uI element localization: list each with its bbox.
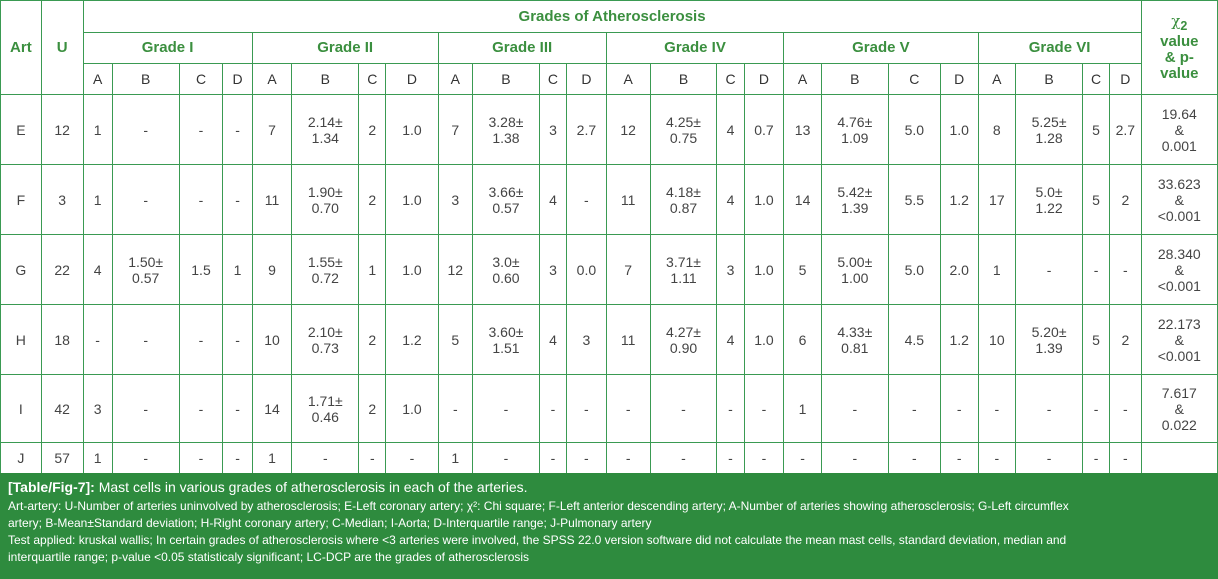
- data-cell: -: [650, 443, 717, 474]
- artery-cell: G: [1, 235, 42, 305]
- data-cell: -: [223, 95, 252, 165]
- data-cell: -: [223, 305, 252, 375]
- subcol-header: C: [888, 64, 940, 95]
- data-cell: -: [112, 443, 179, 474]
- data-cell: 1.0: [744, 165, 784, 235]
- data-cell: 7: [438, 95, 472, 165]
- data-cell: -: [223, 375, 252, 443]
- grade-header: Grade III: [438, 33, 606, 64]
- data-cell: 1: [438, 443, 472, 474]
- subcol-header: B: [112, 64, 179, 95]
- subcol-header: B: [1016, 64, 1083, 95]
- data-cell: 1: [83, 443, 112, 474]
- data-cell: -: [888, 443, 940, 474]
- data-cell: 1.55± 0.72: [292, 235, 359, 305]
- data-cell: -: [223, 165, 252, 235]
- uninvolved-cell: 3: [41, 165, 83, 235]
- table-row: [1, 95, 1218, 165]
- data-cell: 1: [252, 443, 292, 474]
- data-cell: -: [473, 443, 540, 474]
- subcol-header: A: [252, 64, 292, 95]
- grade-header: Grade VI: [978, 33, 1141, 64]
- data-cell: 1.0: [386, 375, 438, 443]
- subcol-header: A: [438, 64, 472, 95]
- data-cell: 2: [1110, 305, 1141, 375]
- data-cell: 5.0: [888, 235, 940, 305]
- data-cell: -: [717, 375, 744, 443]
- data-cell: 4.27± 0.90: [650, 305, 717, 375]
- uninvolved-cell: 22: [41, 235, 83, 305]
- data-cell: 10: [252, 305, 292, 375]
- data-cell: -: [888, 375, 940, 443]
- data-cell: 4: [539, 305, 566, 375]
- uninvolved-cell: 57: [41, 443, 83, 474]
- data-cell: 5.42± 1.39: [821, 165, 888, 235]
- col-header-u: U: [41, 1, 83, 95]
- data-cell: -: [112, 375, 179, 443]
- subcol-header: C: [179, 64, 223, 95]
- artery-cell: F: [1, 165, 42, 235]
- data-cell: 5: [784, 235, 822, 305]
- data-cell: -: [940, 375, 978, 443]
- data-cell: 4.18± 0.87: [650, 165, 717, 235]
- data-cell: -: [112, 305, 179, 375]
- data-cell: 3: [567, 305, 607, 375]
- artery-cell: I: [1, 375, 42, 443]
- data-cell: -: [438, 375, 472, 443]
- subcol-header: A: [606, 64, 650, 95]
- data-cell: 2: [359, 305, 386, 375]
- table-row: [1, 165, 1218, 235]
- grade-header: Grade I: [83, 33, 252, 64]
- data-cell: 5: [1082, 165, 1109, 235]
- caption-abbreviations-cont: artery; B-Mean±Standard deviation; H-Right coronary artery; C-Median; I-Aorta; D-Interquartile range; J-Pulmonary artery: [8, 516, 652, 530]
- data-cell: 11: [606, 305, 650, 375]
- data-cell: 2.0: [940, 235, 978, 305]
- data-cell: 14: [784, 165, 822, 235]
- data-cell: -: [179, 95, 223, 165]
- data-cell: 3.60± 1.51: [473, 305, 540, 375]
- data-cell: 3.0± 0.60: [473, 235, 540, 305]
- data-cell: 4.25± 0.75: [650, 95, 717, 165]
- data-cell: -: [821, 443, 888, 474]
- subcol-header: D: [386, 64, 438, 95]
- data-cell: -: [1082, 443, 1109, 474]
- table-row: [1, 235, 1218, 305]
- data-cell: 3: [539, 95, 566, 165]
- chi-cell: 28.340 & <0.001: [1141, 235, 1217, 305]
- subcol-header: D: [223, 64, 252, 95]
- col-header-art: Art: [1, 1, 42, 95]
- data-cell: 9: [252, 235, 292, 305]
- data-cell: -: [1082, 375, 1109, 443]
- caption-test: Test applied: kruskal wallis; In certain grades of atherosclerosis where <3 arteries were involved, the SPSS 22.0 version software did not calculate the mean mast cells, standard deviation, median and: [8, 533, 1067, 547]
- data-cell: 1.0: [386, 165, 438, 235]
- data-cell: -: [717, 443, 744, 474]
- data-cell: 2.7: [567, 95, 607, 165]
- table-row: [1, 375, 1218, 443]
- artery-cell: J: [1, 443, 42, 474]
- data-cell: -: [386, 443, 438, 474]
- data-cell: 1: [223, 235, 252, 305]
- data-cell: 1.0: [386, 235, 438, 305]
- data-cell: 4: [539, 165, 566, 235]
- subcol-header: B: [473, 64, 540, 95]
- data-cell: -: [539, 375, 566, 443]
- data-cell: 1.71± 0.46: [292, 375, 359, 443]
- chi-cell: 33.623 & <0.001: [1141, 165, 1217, 235]
- data-cell: 4: [717, 305, 744, 375]
- data-cell: 2: [359, 375, 386, 443]
- data-cell: 10: [978, 305, 1016, 375]
- data-cell: 4: [83, 235, 112, 305]
- col-header-grades: Grades of Atherosclerosis: [83, 1, 1141, 33]
- data-cell: -: [179, 305, 223, 375]
- subcol-header: D: [744, 64, 784, 95]
- chi-cell: 19.64 & 0.001: [1141, 95, 1217, 165]
- data-cell: -: [606, 443, 650, 474]
- data-cell: 5.25± 1.28: [1016, 95, 1083, 165]
- data-cell: -: [1082, 235, 1109, 305]
- data-cell: -: [978, 443, 1016, 474]
- data-cell: 17: [978, 165, 1016, 235]
- data-cell: 3.28± 1.38: [473, 95, 540, 165]
- grade-header: Grade V: [784, 33, 978, 64]
- data-cell: 1.2: [386, 305, 438, 375]
- data-cell: 2: [359, 95, 386, 165]
- data-cell: 1.2: [940, 305, 978, 375]
- subcol-header: D: [567, 64, 607, 95]
- data-cell: 7: [606, 235, 650, 305]
- data-cell: 2.7: [1110, 95, 1141, 165]
- chi-cell: [1141, 443, 1217, 474]
- subcol-header: B: [292, 64, 359, 95]
- data-cell: -: [179, 443, 223, 474]
- data-cell: 12: [438, 235, 472, 305]
- data-cell: 3: [438, 165, 472, 235]
- data-cell: 4: [717, 165, 744, 235]
- data-cell: 3: [83, 375, 112, 443]
- data-cell: -: [1110, 235, 1141, 305]
- data-cell: -: [784, 443, 822, 474]
- chi-cell: 22.173 & <0.001: [1141, 305, 1217, 375]
- subcol-header: A: [978, 64, 1016, 95]
- data-cell: 1.0: [744, 235, 784, 305]
- grade-header: Grade II: [252, 33, 438, 64]
- subcol-header: B: [650, 64, 717, 95]
- data-cell: 3: [539, 235, 566, 305]
- data-cell: 4: [717, 95, 744, 165]
- data-cell: -: [567, 165, 607, 235]
- data-cell: 1.0: [940, 95, 978, 165]
- data-cell: 5: [1082, 95, 1109, 165]
- data-cell: 1.90± 0.70: [292, 165, 359, 235]
- data-cell: 2.10± 0.73: [292, 305, 359, 375]
- data-cell: 8: [978, 95, 1016, 165]
- subcol-header: D: [1110, 64, 1141, 95]
- chi-cell: 7.617 & 0.022: [1141, 375, 1217, 443]
- data-cell: 5.0: [888, 95, 940, 165]
- table-row: [1, 305, 1218, 375]
- data-cell: -: [606, 375, 650, 443]
- data-cell: 11: [606, 165, 650, 235]
- data-cell: 4.76± 1.09: [821, 95, 888, 165]
- data-cell: 1: [359, 235, 386, 305]
- subcol-header: C: [359, 64, 386, 95]
- data-cell: 1.5: [179, 235, 223, 305]
- data-cell: -: [539, 443, 566, 474]
- caption-test-cont: interquartile range; p-value <0.05 statisticaly significant; LC-DCP are the grades of atherosclerosis: [8, 550, 530, 564]
- data-cell: 11: [252, 165, 292, 235]
- data-cell: 5.20± 1.39: [1016, 305, 1083, 375]
- data-cell: 1.0: [386, 95, 438, 165]
- artery-cell: E: [1, 95, 42, 165]
- data-cell: 0.7: [744, 95, 784, 165]
- uninvolved-cell: 12: [41, 95, 83, 165]
- data-cell: -: [1016, 235, 1083, 305]
- data-cell: 14: [252, 375, 292, 443]
- data-cell: -: [1110, 443, 1141, 474]
- caption-abbreviations: Art-artery: U-Number of arteries uninvolved by atherosclerosis; E-Left coronary artery; χ²: Chi square; F-Left anterior descending artery; A-Number of arteries showing atherosclerosis; G-Left circumflex: [8, 499, 1069, 513]
- data-cell: -: [1110, 375, 1141, 443]
- data-cell: 5.5: [888, 165, 940, 235]
- data-cell: 1.2: [940, 165, 978, 235]
- data-cell: 1: [83, 165, 112, 235]
- data-cell: -: [473, 375, 540, 443]
- subcol-header: A: [784, 64, 822, 95]
- subcol-header: C: [717, 64, 744, 95]
- data-cell: 2: [359, 165, 386, 235]
- data-cell: 4.5: [888, 305, 940, 375]
- data-cell: -: [179, 375, 223, 443]
- data-cell: 4.33± 0.81: [821, 305, 888, 375]
- data-cell: 5: [1082, 305, 1109, 375]
- data-cell: 6: [784, 305, 822, 375]
- data-cell: 1.50± 0.57: [112, 235, 179, 305]
- subcol-header: A: [83, 64, 112, 95]
- subcol-header: B: [821, 64, 888, 95]
- data-cell: -: [744, 375, 784, 443]
- data-cell: 1: [83, 95, 112, 165]
- data-cell: -: [83, 305, 112, 375]
- caption-title: [Table/Fig-7]: Mast cells in various grades of atherosclerosis in each of the arteries.: [8, 479, 528, 495]
- data-cell: -: [940, 443, 978, 474]
- data-cell: 7: [252, 95, 292, 165]
- data-cell: 1: [978, 235, 1016, 305]
- table-caption: [0, 473, 1218, 579]
- data-cell: -: [223, 443, 252, 474]
- subcol-header: D: [940, 64, 978, 95]
- data-cell: 13: [784, 95, 822, 165]
- data-cell: 3.66± 0.57: [473, 165, 540, 235]
- data-cell: -: [650, 375, 717, 443]
- data-cell: 5.00± 1.00: [821, 235, 888, 305]
- subcol-header: C: [539, 64, 566, 95]
- uninvolved-cell: 18: [41, 305, 83, 375]
- data-cell: 2.14± 1.34: [292, 95, 359, 165]
- data-cell: -: [1016, 443, 1083, 474]
- data-cell: 2: [1110, 165, 1141, 235]
- data-cell: -: [978, 375, 1016, 443]
- data-cell: 12: [606, 95, 650, 165]
- artery-cell: H: [1, 305, 42, 375]
- data-cell: 0.0: [567, 235, 607, 305]
- data-cell: 5.0± 1.22: [1016, 165, 1083, 235]
- data-cell: 3.71± 1.11: [650, 235, 717, 305]
- data-cell: 1.0: [744, 305, 784, 375]
- data-cell: -: [292, 443, 359, 474]
- grade-header: Grade IV: [606, 33, 784, 64]
- data-cell: -: [1016, 375, 1083, 443]
- subcol-header: C: [1082, 64, 1109, 95]
- col-header-chi: $\chi_2$ value & p- value: [1141, 1, 1217, 95]
- data-cell: 5: [438, 305, 472, 375]
- data-cell: -: [112, 165, 179, 235]
- data-cell: -: [744, 443, 784, 474]
- data-cell: -: [359, 443, 386, 474]
- uninvolved-cell: 42: [41, 375, 83, 443]
- data-cell: -: [567, 375, 607, 443]
- data-cell: 1: [784, 375, 822, 443]
- data-cell: -: [112, 95, 179, 165]
- data-cell: -: [179, 165, 223, 235]
- data-cell: -: [821, 375, 888, 443]
- table-row: [1, 443, 1218, 474]
- data-cell: 3: [717, 235, 744, 305]
- data-cell: -: [567, 443, 607, 474]
